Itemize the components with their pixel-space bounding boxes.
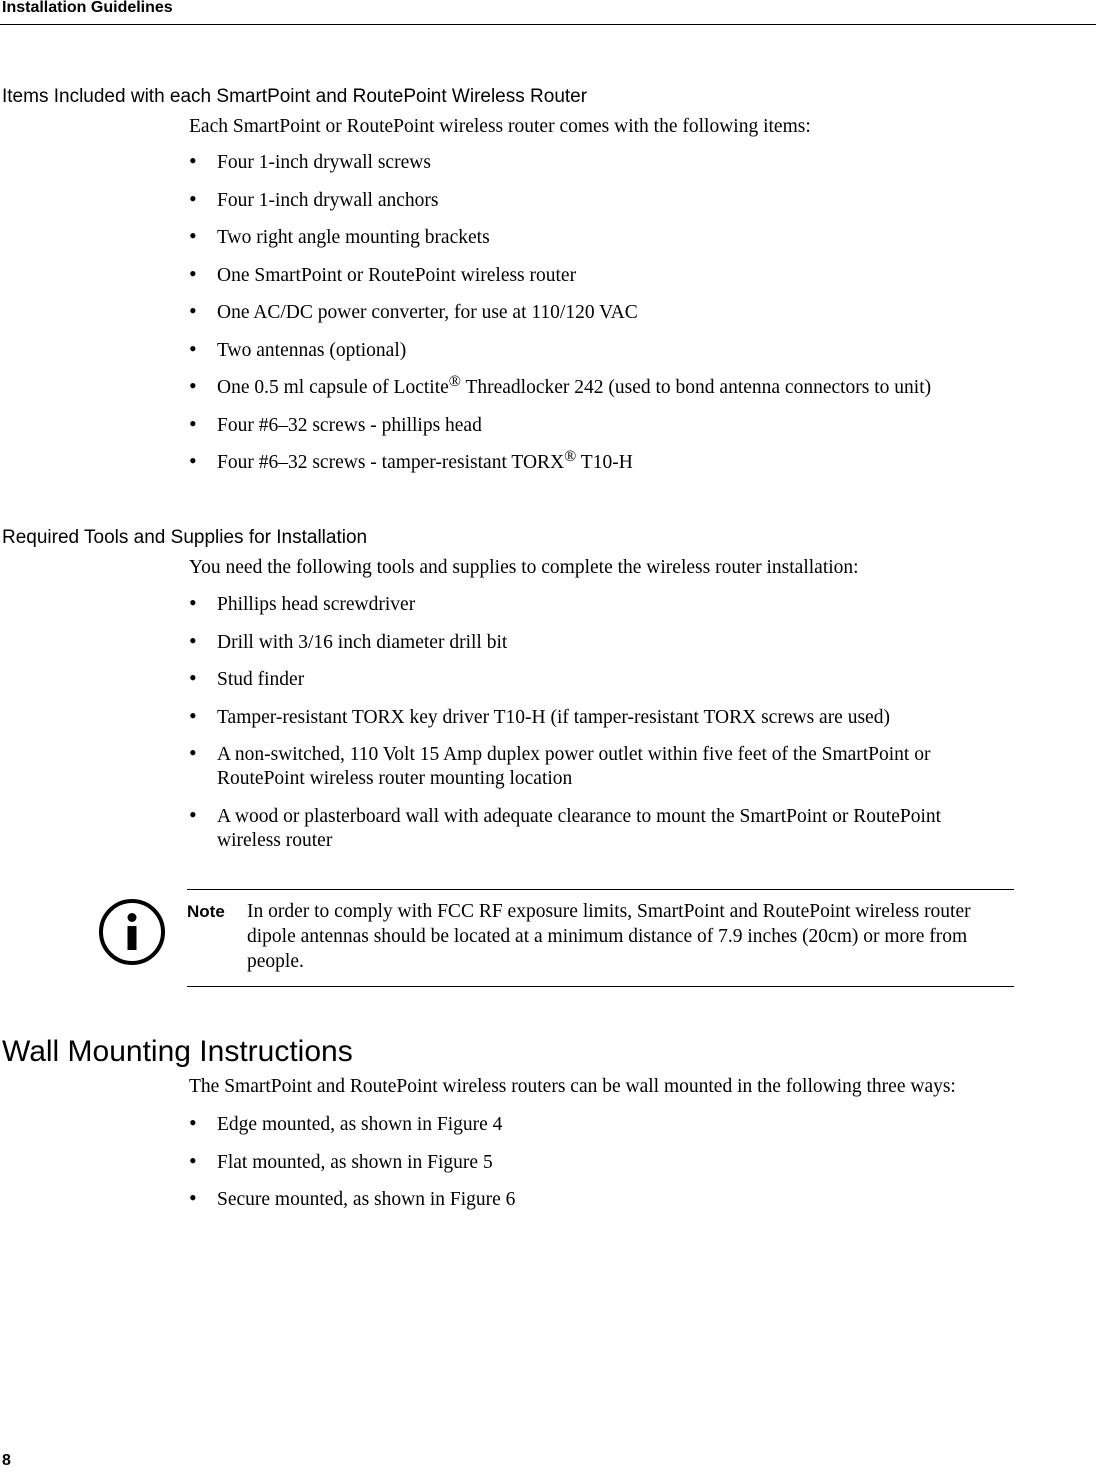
bullet-icon: • [189,410,197,436]
bullet-icon: • [189,373,197,398]
section-intro-required-tools: You need the following tools and supplies to complete the wireless router installation: [189,557,859,578]
list-item: • Flat mounted, as shown in Figure 5 [189,1147,493,1173]
bullet-icon: • [189,335,197,361]
list-item: • One AC/DC power converter, for use at 110/120 VAC [189,298,638,323]
list-item: • Drill with 3/16 inch diameter drill bit [189,627,508,653]
bullet-icon: • [189,298,197,323]
section-heading-wall-mounting: Wall Mounting Instructions [2,1035,353,1068]
bullet-icon: • [189,1185,197,1210]
bullet-icon: • [189,590,197,615]
bullet-icon: • [189,1147,197,1173]
bullet-icon: • [189,801,197,827]
registered-trademark: ® [564,448,577,465]
bullet-icon: • [189,627,197,653]
bullet-icon: • [189,260,197,286]
list-item: • Four 1-inch drywall screws [189,148,431,173]
bullet-icon: • [189,1110,197,1135]
wall-mounting-list [189,1110,1009,1226]
running-header-title: Installation Guidelines [2,0,173,16]
note-label: Note [187,902,225,921]
list-item: • Stud finder [189,665,305,690]
bullet-icon: • [189,185,197,211]
section-intro-items-included: Each SmartPoint or RoutePoint wireless router comes with the following items: [189,116,811,137]
note-box [187,889,1014,987]
list-item: • Edge mounted, as shown in Figure 4 [189,1110,503,1135]
list-item: • One 0.5 ml capsule of Loctite® Threadlocker 242 (used to bond antenna connectors to unit) [189,373,932,398]
list-item: • Tamper-resistant TORX key driver T10-H (if tamper-resistant TORX screws are used) [189,702,890,728]
list-item: • Phillips head screwdriver [189,590,416,615]
section-heading-items-included: Items Included with each SmartPoint and RoutePoint Wireless Router [2,86,588,107]
items-included-list [189,148,1009,489]
bullet-icon: • [189,702,197,728]
bullet-icon: • [189,148,197,173]
bullet-icon: • [189,448,197,473]
section-heading-required-tools: Required Tools and Supplies for Installation [2,527,368,548]
registered-trademark: ® [448,373,461,390]
section-intro-wall-mounting: The SmartPoint and RoutePoint wireless routers can be wall mounted in the following three ways: [189,1076,956,1097]
list-item: • A non-switched, 110 Volt 15 Amp duplex power outlet within five feet of the SmartPoint or RoutePoint wireless router mounting location [189,740,931,789]
bullet-icon: • [189,223,197,248]
page-number: 8 [2,1452,11,1469]
running-header [0,0,1096,25]
bullet-icon: • [189,665,197,690]
list-item: • Two antennas (optional) [189,335,407,361]
required-tools-list [189,590,1009,866]
info-icon [98,898,166,966]
list-item: • Four #6–32 screws - tamper-resistant TORX® T10-H [189,448,633,473]
note-text: Note In order to comply with FCC RF exposure limits, SmartPoint and RoutePoint wireless router dipole antennas should be located at a minimum distance of 7.9 inches (20cm) or more from people. [187,901,971,972]
bullet-icon: • [189,740,197,765]
list-item: • Secure mounted, as shown in Figure 6 [189,1185,516,1210]
list-item: • A wood or plasterboard wall with adequate clearance to mount the SmartPoint or RoutePoint wireless router [189,801,942,851]
list-item: • Four 1-inch drywall anchors [189,185,439,211]
list-item: • Two right angle mounting brackets [189,223,490,248]
list-item: • Four #6–32 screws - phillips head [189,410,482,436]
list-item: • One SmartPoint or RoutePoint wireless router [189,260,577,286]
